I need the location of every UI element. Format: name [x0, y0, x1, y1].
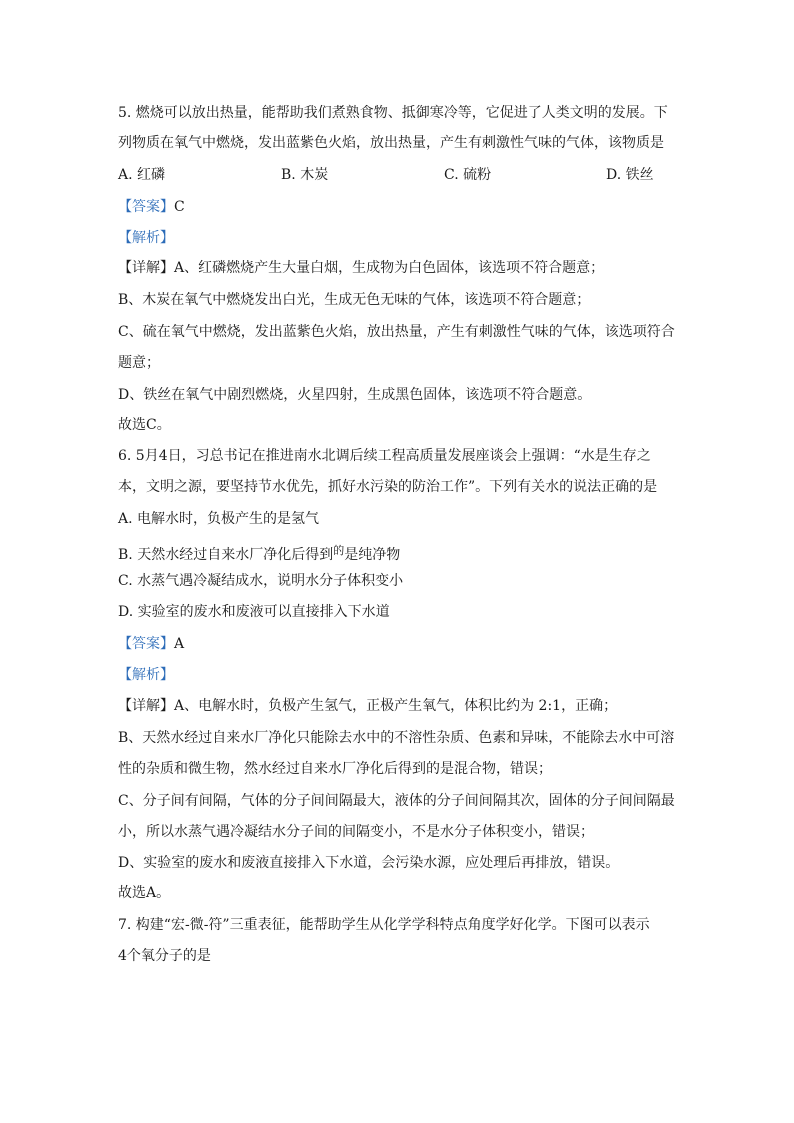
q6-detail-line4: C、分子间有间隔，气体的分子间间隔最大，液体的分子间间隔其次，固体的分子间间隔最 — [118, 793, 675, 809]
q6-detail-line1 — [118, 696, 678, 716]
q6-detail-line2: B、天然水经过自来水厂净化只能除去水中的不溶性杂质、色素和异味，不能除去水中可溶 — [118, 730, 675, 746]
option-b-text: B. 天然水经过自来水厂净化后得到 — [118, 547, 334, 563]
q5-conclusion: 故选C。 — [118, 417, 171, 433]
q7-stem-line1: 7. 构建“宏-微-符”三重表征，能帮助学生从化学学科特点角度学好化学。下图可以表示 — [118, 917, 650, 933]
q6-detail-line3: 性的杂质和微生物，然水经过自来水厂净化后得到的是混合物，错误； — [118, 761, 552, 777]
q5-option-d: D. 铁丝 — [606, 167, 654, 183]
q6-detail-line5: 小，所以水蒸气遇冷凝结水分子间的间隔变小，不是水分子体积变小，错误； — [118, 824, 594, 840]
q7-stem-line2: 4个氧分子的是 — [118, 948, 211, 964]
detail-tag: 【详解】 — [118, 698, 174, 714]
q5-stem-line1: 5. 燃烧可以放出热量，能帮助我们煮熟食物、抵御寒冷等，它促进了人类文明的发展。下 — [118, 105, 668, 121]
detail-tag: 【详解】 — [118, 260, 174, 276]
q5-detail-line5: D、铁丝在氧气中剧烈燃烧，火星四射，生成黑色固体，该选项不符合题意。 — [118, 387, 592, 403]
q6-option-d: D. 实验室的废水和废液可以直接排入下水道 — [118, 604, 390, 620]
option-b-text-end: 是纯净物 — [344, 547, 401, 563]
q5-detail-line1 — [118, 258, 678, 278]
q5-detail-line3: C、硫在氧气中燃烧，发出蓝紫色火焰，放出热量，产生有刺激性气味的气体，该选项符合 — [118, 324, 675, 340]
answer-value: C — [174, 199, 185, 215]
answer-value: A — [174, 636, 185, 652]
q6-option-c: C. 水蒸气遇冷凝结成水，说明水分子体积变小 — [118, 573, 404, 589]
q6-answer — [118, 634, 678, 654]
q6-conclusion: 故选A。 — [118, 885, 171, 901]
q6-analysis-tag: 【解析】 — [118, 667, 174, 683]
answer-tag: 【答案】 — [118, 199, 174, 215]
q6-stem-line2: 本，文明之源，要坚持节水优先，抓好水污染的防治工作”。下列有关水的说法正确的是 — [118, 479, 658, 495]
q5-detail-line4: 题意； — [118, 355, 160, 371]
q5-option-a: A. 红磷 — [118, 167, 166, 183]
option-b-sup: 的 — [333, 544, 345, 557]
q5-option-b: B. 木炭 — [281, 167, 329, 183]
detail-text: A、红磷燃烧产生大量白烟，生成物为白色固体，该选项不符合题意； — [174, 260, 605, 276]
answer-tag: 【答案】 — [118, 636, 174, 652]
q5-stem-line2: 列物质在氧气中燃烧，发出蓝紫色火焰，放出热量，产生有刺激性气味的气体，该物质是 — [118, 135, 664, 151]
q6-detail-line6: D、实验室的废水和废液直接排入下水道，会污染水源，应处理后再排放，错误。 — [118, 855, 620, 871]
q6-option-a: A. 电解水时，负极产生的是氢气 — [118, 511, 320, 527]
detail-text: A、电解水时，负极产生氢气，正极产生氧气，体积比约为 2:1，正确； — [174, 698, 618, 714]
q5-answer — [118, 197, 678, 217]
q5-detail-line2: B、木炭在氧气中燃烧发出白光，生成无色无味的气体，该选项不符合题意； — [118, 292, 591, 308]
q5-option-c: C. 硫粉 — [444, 167, 492, 183]
q5-analysis-tag: 【解析】 — [118, 230, 174, 246]
q6-option-b — [118, 541, 678, 565]
q6-stem-line1: 6. 5月4日，习总书记在推进南水北调后续工程高质量发展座谈会上强调：“水是生存之 — [118, 448, 651, 464]
